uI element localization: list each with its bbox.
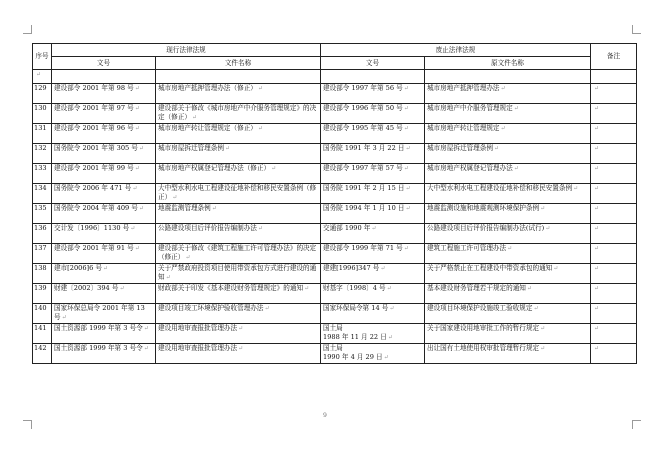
paragraph-mark: ↵ bbox=[545, 225, 551, 232]
current-doc-no-text: 国务院令 2004 年第 409 号 bbox=[54, 204, 138, 212]
current-doc-no-text: 国土资源部 1999 年第 3 号令 bbox=[54, 324, 143, 332]
row-number bbox=[33, 344, 52, 364]
current-file-name-text: 城市房地产转让管理规定（修正） bbox=[158, 124, 257, 132]
current-doc-no-text: 建设部令 2001 年第 97 号 bbox=[54, 104, 134, 112]
table-row bbox=[33, 184, 637, 204]
table-row bbox=[33, 164, 637, 184]
paragraph-mark: ↵ bbox=[594, 325, 600, 332]
paragraph-mark: ↵ bbox=[405, 185, 411, 192]
repealed-file-name bbox=[425, 284, 591, 304]
row-number-text: 132 bbox=[34, 144, 47, 152]
paragraph-mark: ↵ bbox=[134, 245, 140, 252]
paragraph-mark: ↵ bbox=[403, 85, 409, 92]
header-old-doc-no: 文号 bbox=[321, 57, 425, 70]
repealed-file-name-text: 公路建设项目后评价报告编制办法(试行) bbox=[427, 224, 545, 232]
current-doc-no-text: 建市[2006]6 号 bbox=[54, 264, 102, 272]
repealed-doc-no bbox=[321, 304, 425, 324]
repealed-file-name-text: 城市房地产中介服务管理规定 bbox=[427, 104, 513, 112]
remark-cell bbox=[591, 204, 637, 224]
row-number bbox=[33, 224, 52, 244]
row-number-text: 139 bbox=[34, 284, 47, 292]
repealed-doc-no-text: 建设部令 1999 年第 71 号 bbox=[323, 244, 403, 252]
header-old-file-name: 原文件名称 bbox=[425, 57, 591, 70]
page-number: 9 bbox=[322, 411, 328, 419]
current-file-name-text: 城市房地产抵押管理办法（修正） bbox=[158, 84, 257, 92]
paragraph-mark: ↵ bbox=[403, 125, 409, 132]
current-doc-no-text: 财建〔2002〕394 号 bbox=[54, 284, 119, 292]
current-doc-no bbox=[52, 144, 156, 164]
current-file-name-text: 建设项目竣工环境保护验收管理办法 bbox=[158, 304, 264, 312]
row-number-text: 136 bbox=[34, 224, 47, 232]
row-number-text: 130 bbox=[34, 104, 47, 112]
current-file-name bbox=[156, 204, 321, 224]
paragraph-mark: ↵ bbox=[507, 245, 513, 252]
paragraph-mark: ↵ bbox=[540, 345, 546, 352]
current-file-name-text: 关于严禁政府投资项目使用带资承包方式进行建设的通知 bbox=[158, 264, 317, 281]
repealed-file-name-text: 关于严格禁止在工程建设中带资承包的通知 bbox=[427, 264, 553, 272]
current-doc-no bbox=[52, 84, 156, 104]
remark-cell bbox=[591, 164, 637, 184]
header-repealed-group: 废止法律法规 bbox=[321, 44, 591, 57]
repealed-doc-no-text: 国务院 1994 年 1 月 10 日 bbox=[323, 204, 405, 212]
current-file-name bbox=[156, 344, 321, 364]
repealed-file-name bbox=[425, 184, 591, 204]
row-number-text: 137 bbox=[34, 244, 47, 252]
current-doc-no bbox=[52, 224, 156, 244]
remark-cell bbox=[591, 224, 637, 244]
row-number bbox=[33, 264, 52, 284]
paragraph-mark: ↵ bbox=[371, 225, 377, 232]
current-doc-no-text: 国务院令 2001 年第 305 号 bbox=[54, 144, 138, 152]
paragraph-mark: ↵ bbox=[386, 285, 392, 292]
current-file-name bbox=[156, 104, 321, 124]
repealed-file-name bbox=[425, 324, 591, 344]
paragraph-mark: ↵ bbox=[540, 205, 546, 212]
row-number-text: 131 bbox=[34, 124, 47, 132]
repealed-doc-no bbox=[321, 184, 425, 204]
paragraph-mark: ↵ bbox=[533, 305, 539, 312]
row-number bbox=[33, 104, 52, 124]
blank-cell bbox=[591, 70, 637, 84]
repealed-doc-no-text: 国家环保局令第 14 号 bbox=[323, 304, 389, 312]
current-file-name-text: 建设用地审查报批管理办法 bbox=[158, 344, 238, 352]
paragraph-mark: ↵ bbox=[211, 205, 217, 212]
paragraph-mark: ↵ bbox=[594, 125, 600, 132]
paragraph-mark: ↵ bbox=[138, 205, 144, 212]
paragraph-mark: ↵ bbox=[403, 105, 409, 112]
page-corner-mark-bottom-left bbox=[23, 420, 32, 429]
paragraph-mark: ↵ bbox=[238, 345, 244, 352]
repealed-file-name bbox=[425, 224, 591, 244]
paragraph-mark: ↵ bbox=[134, 165, 140, 172]
repealed-file-name bbox=[425, 244, 591, 264]
current-file-name-text: 建设部关于修改《建筑工程施工许可管理办法》的决定（修正） bbox=[158, 244, 317, 261]
paragraph-mark: ↵ bbox=[36, 71, 42, 78]
current-doc-no bbox=[52, 284, 156, 304]
paragraph-mark: ↵ bbox=[138, 145, 144, 152]
current-file-name-text: 公路建设项目后评价报告编制办法 bbox=[158, 224, 257, 232]
row-number-text: 129 bbox=[34, 84, 47, 92]
header-file-name: 文件名称 bbox=[156, 57, 321, 70]
current-doc-no bbox=[52, 264, 156, 284]
repealed-doc-no bbox=[321, 324, 425, 344]
row-number bbox=[33, 204, 52, 224]
paragraph-mark: ↵ bbox=[594, 305, 600, 312]
current-file-name bbox=[156, 244, 321, 264]
current-doc-no-text: 建设部令 2001 年第 96 号 bbox=[54, 124, 134, 132]
current-file-name-text: 城市房地产权属登记管理办法（修正） bbox=[158, 164, 271, 172]
current-file-name bbox=[156, 264, 321, 284]
repealed-doc-no bbox=[321, 204, 425, 224]
repealed-doc-no-text: 建设部令 1997 年第 57 号 bbox=[323, 164, 403, 172]
repealed-file-name-text: 建设项目环境保护设施竣工验收规定 bbox=[427, 304, 533, 312]
current-file-name-text: 建设部关于修改《城市房地产中介服务管理规定》的决定（修正） bbox=[158, 104, 317, 121]
repealed-file-name bbox=[425, 144, 591, 164]
remark-cell bbox=[591, 184, 637, 204]
current-file-name bbox=[156, 324, 321, 344]
header-no: 序号 bbox=[33, 44, 52, 70]
table-row bbox=[33, 324, 637, 344]
paragraph-mark: ↵ bbox=[405, 145, 411, 152]
page-corner-mark-top-left bbox=[23, 25, 32, 34]
blank-cell bbox=[321, 70, 425, 84]
paragraph-mark: ↵ bbox=[403, 165, 409, 172]
paragraph-mark: ↵ bbox=[380, 265, 386, 272]
repealed-file-name bbox=[425, 264, 591, 284]
table-row bbox=[33, 124, 637, 144]
table-header-row bbox=[33, 44, 637, 57]
repealed-file-name bbox=[425, 344, 591, 364]
paragraph-mark: ↵ bbox=[493, 145, 499, 152]
current-doc-no bbox=[52, 124, 156, 144]
paragraph-mark: ↵ bbox=[553, 265, 559, 272]
row-number-text: 140 bbox=[34, 304, 47, 312]
paragraph-mark: ↵ bbox=[134, 85, 140, 92]
row-number bbox=[33, 324, 52, 344]
repealed-doc-no bbox=[321, 344, 425, 364]
table-subheader-row bbox=[33, 57, 637, 70]
table-row bbox=[33, 224, 637, 244]
blank-cell bbox=[156, 70, 321, 84]
current-file-name-text: 地震监测管理条例 bbox=[158, 204, 211, 212]
paragraph-mark: ↵ bbox=[238, 325, 244, 332]
current-file-name bbox=[156, 144, 321, 164]
repealed-file-name-text: 城市房屋拆迁管理条例 bbox=[427, 144, 493, 152]
current-file-name-text: 财政部关于印发《基本建设财务管理规定》的通知 bbox=[158, 284, 304, 292]
repealed-doc-no bbox=[321, 284, 425, 304]
repealed-doc-no bbox=[321, 244, 425, 264]
current-file-name-text: 城市房屋拆迁管理条例 bbox=[158, 144, 224, 152]
current-file-name-text: 建设用地审查报批管理办法 bbox=[158, 324, 238, 332]
paragraph-mark: ↵ bbox=[257, 225, 263, 232]
row-number-text: 135 bbox=[34, 204, 47, 212]
remark-cell bbox=[591, 244, 637, 264]
paragraph-mark: ↵ bbox=[594, 265, 600, 272]
paragraph-mark: ↵ bbox=[130, 225, 136, 232]
repealed-doc-no-text: 国土局 1990 年 4 月 29 日 bbox=[323, 344, 383, 361]
row-number bbox=[33, 164, 52, 184]
table-row bbox=[33, 204, 637, 224]
row-number bbox=[33, 284, 52, 304]
repealed-doc-no-text: 建设部令 1996 年第 50 号 bbox=[323, 104, 403, 112]
paragraph-mark: ↵ bbox=[594, 185, 600, 192]
paragraph-mark: ↵ bbox=[526, 285, 532, 292]
blank-cell bbox=[33, 70, 52, 84]
blank-cell bbox=[425, 70, 591, 84]
repealed-doc-no bbox=[321, 144, 425, 164]
row-number-text: 133 bbox=[34, 164, 47, 172]
paragraph-mark: ↵ bbox=[500, 85, 506, 92]
remark-cell bbox=[591, 124, 637, 144]
current-doc-no bbox=[52, 184, 156, 204]
current-doc-no-text: 交计发〔1996〕1130 号 bbox=[54, 224, 130, 232]
paragraph-mark: ↵ bbox=[271, 165, 277, 172]
current-doc-no bbox=[52, 204, 156, 224]
current-file-name bbox=[156, 304, 321, 324]
paragraph-mark: ↵ bbox=[132, 185, 138, 192]
paragraph-mark: ↵ bbox=[594, 145, 600, 152]
header-doc-no: 文号 bbox=[52, 57, 156, 70]
current-doc-no bbox=[52, 344, 156, 364]
paragraph-mark: ↵ bbox=[594, 225, 600, 232]
table-row bbox=[33, 144, 637, 164]
remark-cell bbox=[591, 144, 637, 164]
repealed-doc-no bbox=[321, 164, 425, 184]
repealed-file-name-text: 建筑工程施工许可管理办法 bbox=[427, 244, 507, 252]
current-doc-no-text: 建设部令 2001 年第 99 号 bbox=[54, 164, 134, 172]
current-file-name bbox=[156, 124, 321, 144]
repealed-doc-no-text: 建设部令 1995 年第 45 号 bbox=[323, 124, 403, 132]
remark-cell bbox=[591, 284, 637, 304]
table-row-blank bbox=[33, 70, 637, 84]
repealed-doc-no bbox=[321, 124, 425, 144]
paragraph-mark: ↵ bbox=[594, 85, 600, 92]
paragraph-mark: ↵ bbox=[513, 165, 519, 172]
paragraph-mark: ↵ bbox=[257, 125, 263, 132]
repealed-file-name-text: 城市房地产转让管理规定 bbox=[427, 124, 500, 132]
paragraph-mark: ↵ bbox=[185, 254, 191, 261]
current-doc-no-text: 建设部令 2001 年第 98 号 bbox=[54, 84, 134, 92]
current-doc-no-text: 国家环保总局令 2001 年第 13 号 bbox=[54, 304, 145, 321]
current-file-name-text: 大中型水利水电工程建设征地补偿和移民安置条例（修正） bbox=[158, 184, 317, 201]
table-row bbox=[33, 304, 637, 324]
paragraph-mark: ↵ bbox=[594, 285, 600, 292]
paragraph-mark: ↵ bbox=[172, 194, 178, 201]
repealed-file-name bbox=[425, 124, 591, 144]
table-row bbox=[33, 264, 637, 284]
paragraph-mark: ↵ bbox=[119, 285, 125, 292]
row-number-text: 141 bbox=[34, 324, 47, 332]
remark-cell bbox=[591, 344, 637, 364]
repealed-doc-no-text: 交通部 1990 年 bbox=[323, 224, 371, 232]
table-row bbox=[33, 104, 637, 124]
paragraph-mark: ↵ bbox=[540, 325, 546, 332]
paragraph-mark: ↵ bbox=[257, 85, 263, 92]
paragraph-mark: ↵ bbox=[134, 105, 140, 112]
paragraph-mark: ↵ bbox=[405, 205, 411, 212]
repealed-doc-no-text: 财基字〔1998〕4 号 bbox=[323, 284, 386, 292]
row-number bbox=[33, 184, 52, 204]
row-number bbox=[33, 124, 52, 144]
paragraph-mark: ↵ bbox=[103, 265, 109, 272]
row-number bbox=[33, 84, 52, 104]
paragraph-mark: ↵ bbox=[513, 105, 519, 112]
paragraph-mark: ↵ bbox=[191, 114, 197, 121]
current-doc-no bbox=[52, 304, 156, 324]
current-doc-no bbox=[52, 164, 156, 184]
row-number bbox=[33, 244, 52, 264]
current-doc-no-text: 建设部令 2001 年第 91 号 bbox=[54, 244, 134, 252]
remark-cell bbox=[591, 104, 637, 124]
repealed-file-name bbox=[425, 304, 591, 324]
current-doc-no bbox=[52, 104, 156, 124]
current-file-name bbox=[156, 164, 321, 184]
row-number-text: 134 bbox=[34, 184, 47, 192]
repealed-doc-no-text: 建建[1996]347 号 bbox=[323, 264, 380, 272]
repealed-file-name bbox=[425, 84, 591, 104]
remark-cell bbox=[591, 324, 637, 344]
paragraph-mark: ↵ bbox=[594, 105, 600, 112]
table-row bbox=[33, 84, 637, 104]
repealed-file-name-text: 关于国家建设用地审批工作的暂行规定 bbox=[427, 324, 540, 332]
repealed-doc-no-text: 国务院 1991 年 2 月 15 日 bbox=[323, 184, 405, 192]
paragraph-mark: ↵ bbox=[165, 274, 171, 281]
paragraph-mark: ↵ bbox=[594, 245, 600, 252]
page-corner-mark-top-right bbox=[632, 25, 641, 34]
paragraph-mark: ↵ bbox=[403, 245, 409, 252]
remark-cell bbox=[591, 304, 637, 324]
paragraph-mark: ↵ bbox=[573, 185, 579, 192]
paragraph-mark: ↵ bbox=[594, 345, 600, 352]
repealed-file-name bbox=[425, 164, 591, 184]
repealed-file-name bbox=[425, 204, 591, 224]
row-number bbox=[33, 144, 52, 164]
repealed-file-name-text: 城市房地产权属登记管理办法 bbox=[427, 164, 513, 172]
current-file-name bbox=[156, 284, 321, 304]
current-doc-no bbox=[52, 324, 156, 344]
row-number-text: 138 bbox=[34, 264, 47, 272]
paragraph-mark: ↵ bbox=[143, 325, 149, 332]
paragraph-mark: ↵ bbox=[500, 125, 506, 132]
repealed-file-name-text: 基本建设财务管理若干规定的通知 bbox=[427, 284, 526, 292]
remark-cell bbox=[591, 84, 637, 104]
repealed-doc-no bbox=[321, 84, 425, 104]
current-file-name bbox=[156, 84, 321, 104]
repealed-doc-no-text: 国务院 1991 年 3 月 22 日 bbox=[323, 144, 405, 152]
header-current-group: 现行法律法规 bbox=[52, 44, 321, 57]
repealed-file-name bbox=[425, 104, 591, 124]
current-doc-no bbox=[52, 244, 156, 264]
current-doc-no-text: 国土资源部 1999 年第 3 号令 bbox=[54, 344, 143, 352]
paragraph-mark: ↵ bbox=[61, 314, 67, 321]
header-remark: 备注 bbox=[591, 44, 637, 70]
repealed-doc-no bbox=[321, 264, 425, 284]
repealed-doc-no bbox=[321, 224, 425, 244]
row-number-text: 142 bbox=[34, 344, 47, 352]
current-file-name bbox=[156, 224, 321, 244]
current-doc-no-text: 国务院令 2006 年 471 号 bbox=[54, 184, 132, 192]
repealed-file-name-text: 出让国有土地使用权审批管理暂行规定 bbox=[427, 344, 540, 352]
paragraph-mark: ↵ bbox=[389, 305, 395, 312]
repealed-file-name-text: 大中型水利水电工程建设征地补偿和移民安置条例 bbox=[427, 184, 573, 192]
repealed-file-name-text: 城市房地产抵押管理办法 bbox=[427, 84, 500, 92]
blank-cell bbox=[52, 70, 156, 84]
table-row bbox=[33, 344, 637, 364]
paragraph-mark: ↵ bbox=[387, 334, 393, 341]
remark-cell bbox=[591, 264, 637, 284]
regulations-table bbox=[32, 43, 637, 364]
paragraph-mark: ↵ bbox=[224, 145, 230, 152]
repealed-doc-no-text: 建设部令 1997 年第 56 号 bbox=[323, 84, 403, 92]
row-number bbox=[33, 304, 52, 324]
paragraph-mark: ↵ bbox=[304, 285, 310, 292]
paragraph-mark: ↵ bbox=[383, 354, 389, 361]
paragraph-mark: ↵ bbox=[594, 165, 600, 172]
current-file-name bbox=[156, 184, 321, 204]
repealed-file-name-text: 地震监测设施和地震观测环境保护条例 bbox=[427, 204, 540, 212]
page-corner-mark-bottom-right bbox=[632, 420, 641, 429]
repealed-doc-no bbox=[321, 104, 425, 124]
paragraph-mark: ↵ bbox=[264, 305, 270, 312]
paragraph-mark: ↵ bbox=[134, 125, 140, 132]
table-row bbox=[33, 284, 637, 304]
paragraph-mark: ↵ bbox=[143, 345, 149, 352]
paragraph-mark: ↵ bbox=[594, 205, 600, 212]
repealed-doc-no-text: 国土局 1988 年 11 月 22 日 bbox=[323, 324, 387, 341]
table-row bbox=[33, 244, 637, 264]
